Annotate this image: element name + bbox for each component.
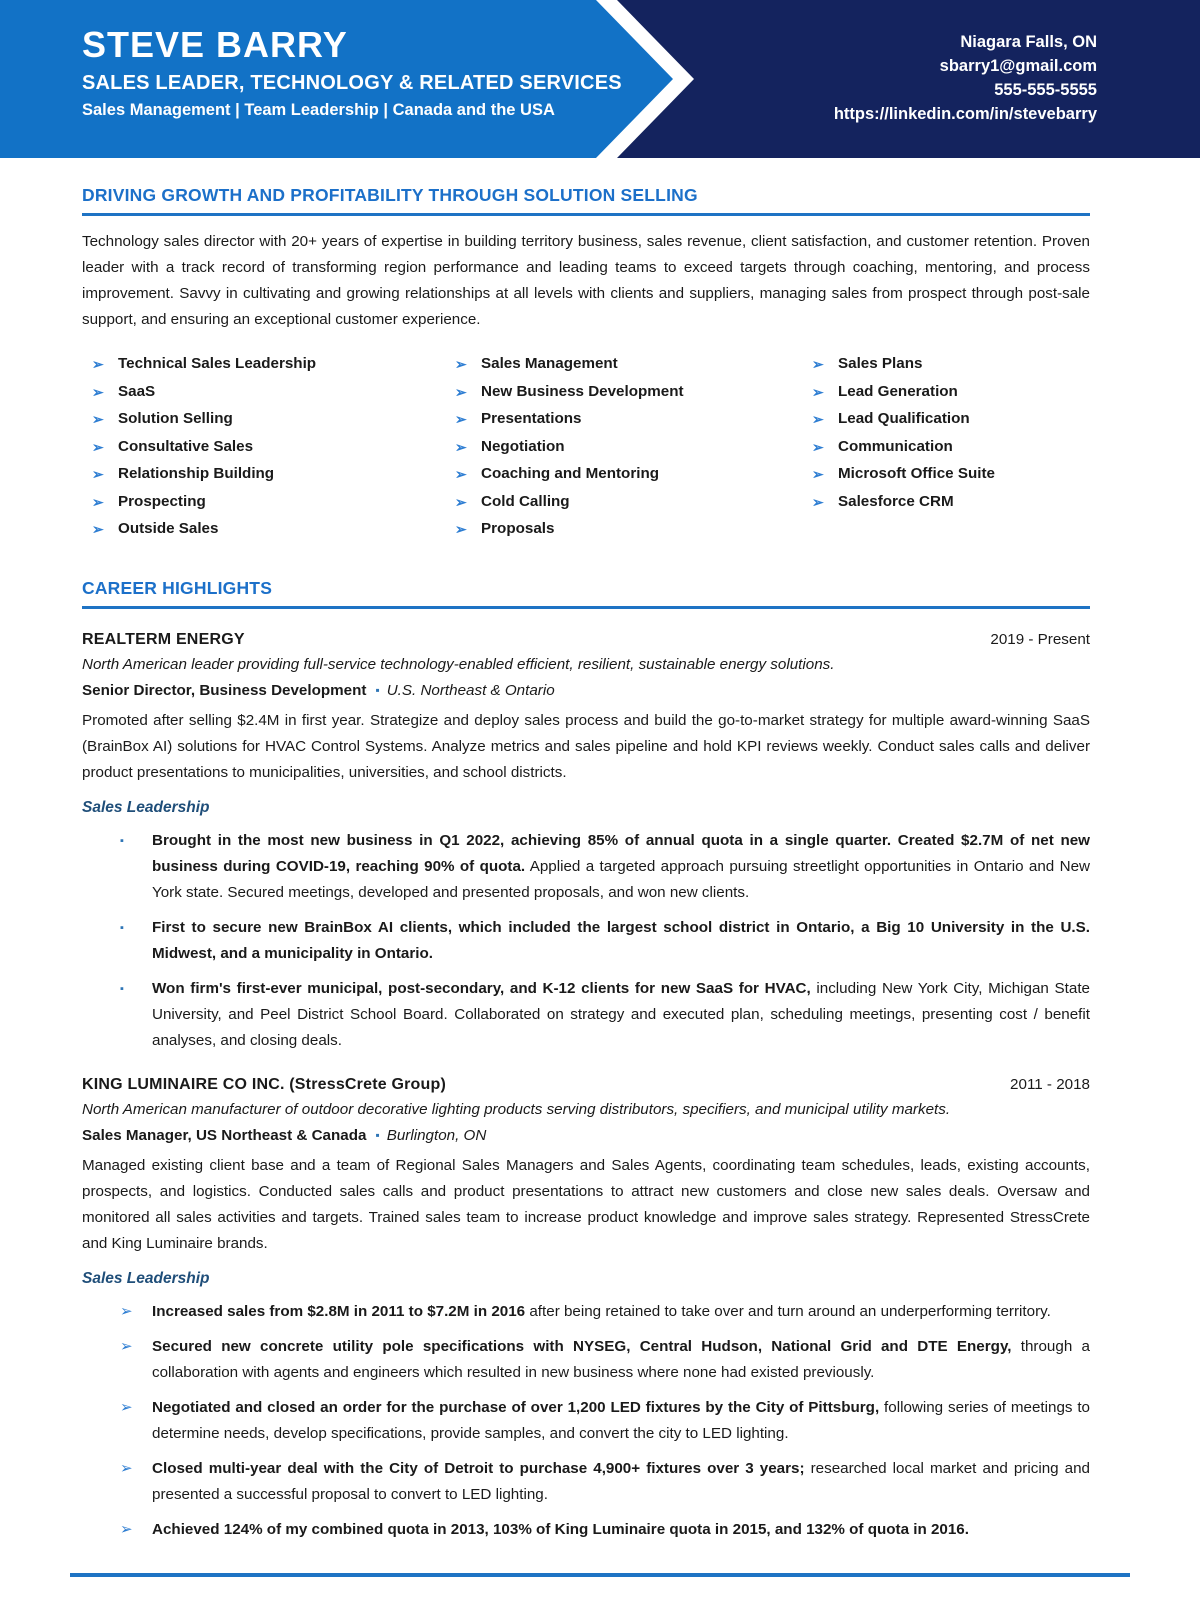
company-name: REALTERM ENERGY (82, 630, 245, 648)
achievement-item (82, 915, 1090, 967)
skills-column-1 (92, 355, 455, 548)
achievement-item (82, 1456, 1090, 1508)
resume-header (0, 0, 1200, 158)
skill-item (92, 438, 455, 456)
skill-label: Relationship Building (118, 465, 275, 482)
skill-item (92, 383, 455, 401)
employment-dates: 2011 - 2018 (1010, 1075, 1090, 1093)
contact-phone: 555-555-5555 (994, 81, 1097, 99)
employment-dates: 2019 - Present (990, 630, 1090, 648)
achievement-list (82, 1299, 1090, 1543)
skill-label: Communication (838, 437, 953, 455)
arrow-bullet-icon: ➢ (120, 1520, 133, 1538)
skills-grid (82, 355, 1090, 548)
skills-column-2 (455, 355, 812, 548)
skill-item (455, 493, 812, 511)
arrow-bullet-icon: ➢ (92, 383, 104, 400)
arrow-bullet-icon: ➢ (455, 383, 467, 400)
skill-label: Negotiation (481, 437, 565, 455)
square-bullet-icon: ▪ (120, 834, 124, 847)
company-tagline: North American manufacturer of outdoor decorative lighting products serving distributors, specifiers, and municipal utility markets. (82, 1100, 951, 1118)
candidate-specialties: Sales Management | Team Leadership | Canada and the USA (82, 101, 555, 119)
achievement-list (82, 828, 1090, 1054)
skill-label: Consultative Sales (118, 437, 254, 455)
skill-item (92, 355, 455, 373)
achievement-text: Increased sales from $2.8M in 2011 to $7.2M in 2016 after being retained to take over and turn around an underperforming territory. (152, 1302, 1051, 1320)
skill-label: Technical Sales Leadership (118, 355, 317, 372)
separator-square-icon: ▪ (375, 1127, 380, 1142)
skill-item (92, 465, 455, 483)
achievement-text: Won firm's first-ever municipal, post-secondary, and K-12 clients for new SaaS for HVAC, including New York City, Michigan State University, and Peel District School Board. Collaborated on strategy and executed plan, scheduling meetings, presenting cost / benefit analyses, and closing deals. (152, 979, 1090, 1049)
job-title: Sales Manager, US Northeast & Canada (82, 1126, 367, 1144)
job-description: Promoted after selling $2.4M in first year. Strategize and deploy sales process and build the go-to-market strategy for multiple award-winning SaaS (BrainBox AI) solutions for HVAC Control Systems. Analyze metrics and sales pipeline and hold KPI reviews weekly. Conduct sales calls and deliver product presentations to municipalities, universities, and school districts. (82, 711, 1090, 781)
summary-paragraph: Technology sales director with 20+ years of expertise in building territory business, sales revenue, client satisfaction, and customer retention. Proven leader with a track record of transforming region performance and leading teams to exceed targets through coaching, mentoring, and process improvement. Savvy in cultivating and growing relationships at all levels with clients and suppliers, managing sales from prospect through post-sale support, and ensuring an exceptional customer experience. (82, 233, 1090, 328)
skill-label: Salesforce CRM (838, 492, 954, 510)
arrow-bullet-icon: ➢ (92, 438, 104, 455)
skill-label: Proposals (481, 520, 555, 537)
skills-column-3 (812, 355, 1100, 548)
skill-label: Sales Plans (838, 355, 923, 372)
skill-item (92, 493, 455, 511)
skill-label: Coaching and Mentoring (481, 465, 660, 482)
skill-item (455, 383, 812, 401)
candidate-name: STEVE BARRY (82, 24, 348, 65)
contact-location: Niagara Falls, ON (960, 33, 1097, 51)
job-king-luminaire (82, 1076, 1090, 1543)
job-location: Burlington, ON (386, 1126, 487, 1144)
arrow-bullet-icon: ➢ (812, 383, 824, 400)
skill-label: New Business Development (481, 382, 684, 400)
bottom-divider (70, 1573, 1130, 1577)
achievement-item (82, 1517, 1090, 1543)
career-section-heading: CAREER HIGHLIGHTS (82, 578, 1090, 609)
square-bullet-icon: ▪ (120, 982, 124, 995)
arrow-bullet-icon: ➢ (455, 521, 467, 537)
contact-linkedin: https://linkedin.com/in/stevebarry (833, 105, 1097, 123)
arrow-bullet-icon: ➢ (120, 1302, 133, 1320)
skill-item (455, 465, 812, 483)
arrow-bullet-icon: ➢ (455, 356, 467, 372)
job-subheading: Sales Leadership (82, 798, 210, 816)
arrow-bullet-icon: ➢ (812, 356, 824, 372)
skill-label: Cold Calling (481, 492, 570, 510)
job-header (82, 631, 1090, 649)
arrow-bullet-icon: ➢ (92, 356, 104, 372)
achievement-item (82, 1395, 1090, 1447)
separator-square-icon: ▪ (375, 682, 380, 697)
skill-item (812, 493, 1100, 511)
skill-label: Microsoft Office Suite (838, 465, 995, 482)
arrow-bullet-icon: ➢ (120, 1459, 133, 1477)
skill-label: Outside Sales (118, 520, 219, 537)
arrow-bullet-icon: ➢ (455, 493, 467, 510)
job-description: Managed existing client base and a team of Regional Sales Managers and Sales Agents, coordinating team schedules, leads, existing accounts, prospects, and logistics. Conducted sales calls and product presentations to attract new customers and close new sales deals. Oversaw and monitored all sales activities and targets. Trained sales team to increase product knowledge and improve sales strategy. Represented StressCrete and King Luminaire brands. (82, 1156, 1090, 1252)
job-realterm-energy (82, 631, 1090, 1054)
arrow-bullet-icon: ➢ (120, 1337, 133, 1355)
contact-email: sbarry1@gmail.com (939, 57, 1097, 75)
skill-item (812, 355, 1100, 373)
arrow-bullet-icon: ➢ (92, 466, 104, 482)
skill-label: Sales Management (481, 355, 618, 372)
achievement-item (82, 1334, 1090, 1386)
achievement-text: Secured new concrete utility pole specifications with NYSEG, Central Hudson, National Grid and DTE Energy, through a collaboration with agents and engineers which resulted in new business where none had existed previously. (152, 1337, 1090, 1381)
skill-label: Presentations (481, 410, 582, 427)
skill-item (812, 410, 1100, 428)
job-location: U.S. Northeast & Ontario (386, 681, 555, 699)
arrow-bullet-icon: ➢ (455, 411, 467, 427)
summary-section-heading: DRIVING GROWTH AND PROFITABILITY THROUGH SOLUTION SELLING (82, 185, 1090, 216)
job-header (82, 1076, 1090, 1094)
job-title: Senior Director, Business Development (82, 681, 367, 699)
company-name: KING LUMINAIRE CO INC. (StressCrete Group) (82, 1075, 446, 1093)
company-tagline: North American leader providing full-service technology-enabled efficient, resilient, sustainable energy solutions. (82, 655, 835, 673)
skill-label: Solution Selling (118, 410, 233, 427)
job-subheading: Sales Leadership (82, 1269, 210, 1287)
skill-item (455, 410, 812, 428)
skill-label: Lead Generation (838, 382, 958, 400)
skill-item (455, 520, 812, 538)
role-line (82, 1127, 1090, 1144)
arrow-bullet-icon: ➢ (812, 411, 824, 427)
arrow-bullet-icon: ➢ (812, 438, 824, 455)
role-line (82, 682, 1090, 699)
arrow-bullet-icon: ➢ (812, 466, 824, 482)
square-bullet-icon: ▪ (120, 921, 124, 934)
skill-item (455, 438, 812, 456)
arrow-bullet-icon: ➢ (92, 521, 104, 537)
skill-label: Prospecting (118, 492, 206, 510)
skill-item (812, 438, 1100, 456)
achievement-text: Brought in the most new business in Q1 2022, achieving 85% of annual quota in a single quarter. Created $2.7M of net new business during COVID-19, reaching 90% of quota. Applied a targeted approach pursuing streetlight opportunities in Ontario and New York state. Secured meetings, developed and presented proposals, and won new clients. (152, 831, 1090, 901)
arrow-bullet-icon: ➢ (120, 1398, 133, 1416)
arrow-bullet-icon: ➢ (455, 438, 467, 455)
achievement-text: First to secure new BrainBox AI clients, which included the largest school district in Ontario, a Big 10 University in the U.S. Midwest, and a municipality in Ontario. (152, 918, 1090, 962)
skill-label: SaaS (118, 382, 156, 400)
achievement-item (82, 976, 1090, 1054)
arrow-bullet-icon: ➢ (92, 411, 104, 427)
arrow-bullet-icon: ➢ (812, 493, 824, 510)
achievement-item (82, 1299, 1090, 1325)
resume-body (0, 185, 1200, 1577)
achievement-text: Negotiated and closed an order for the purchase of over 1,200 LED fixtures by the City of Pittsburg, following series of meetings to determine needs, develop specifications, provide samples, and convert the city to LED lighting. (152, 1398, 1090, 1442)
contact-block (834, 30, 1097, 126)
arrow-bullet-icon: ➢ (455, 466, 467, 482)
header-identity-block (82, 24, 622, 120)
skill-item (92, 410, 455, 428)
achievement-text: Closed multi-year deal with the City of Detroit to purchase 4,900+ fixtures over 3 years; researched local market and pricing and presented a successful proposal to convert to LED lighting. (152, 1459, 1090, 1503)
arrow-bullet-icon: ➢ (92, 493, 104, 510)
skill-item (92, 520, 455, 538)
candidate-headline: SALES LEADER, TECHNOLOGY & RELATED SERVICES (82, 72, 622, 94)
achievement-item (82, 828, 1090, 906)
skill-item (812, 465, 1100, 483)
skill-item (455, 355, 812, 373)
skill-item (812, 383, 1100, 401)
achievement-text: Achieved 124% of my combined quota in 2013, 103% of King Luminaire quota in 2015, and 132% of quota in 2016. (152, 1520, 969, 1538)
skill-label: Lead Qualification (838, 410, 970, 427)
